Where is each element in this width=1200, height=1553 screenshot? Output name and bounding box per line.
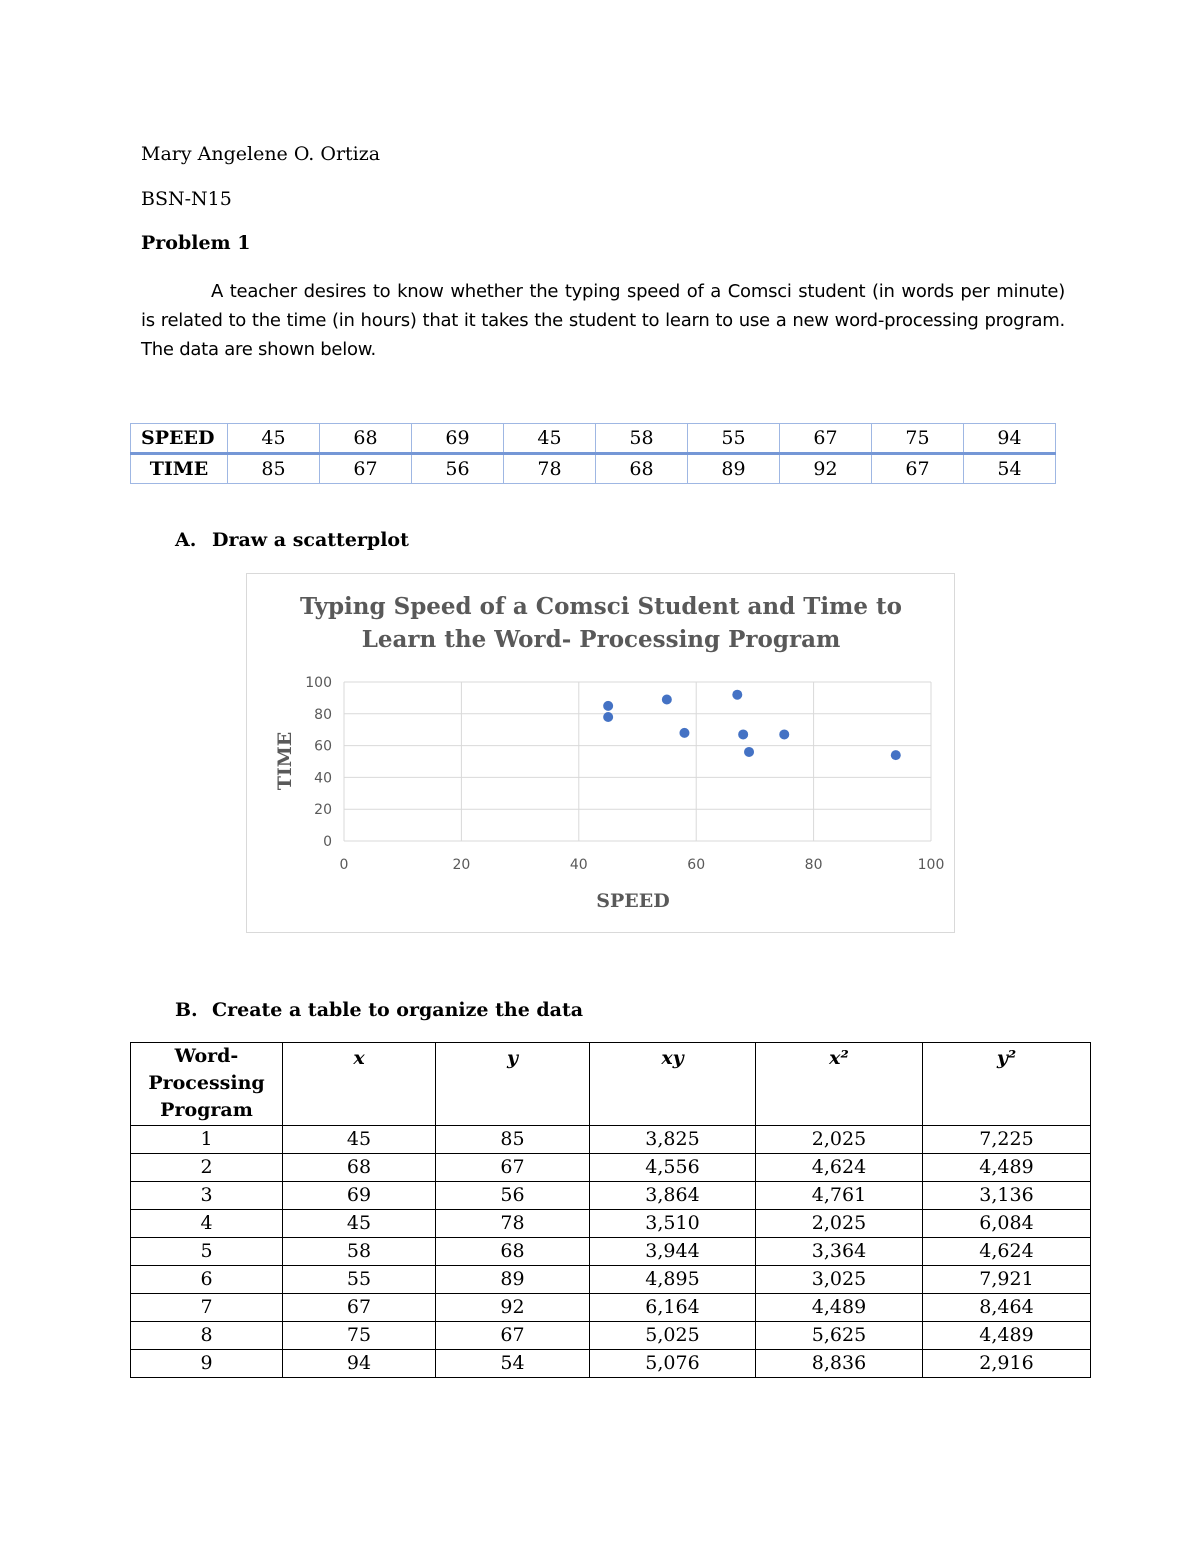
computation-cell: 4,895: [590, 1266, 756, 1294]
computation-cell: 69: [283, 1182, 436, 1210]
scatter-point: [744, 747, 754, 757]
chart-title-line-2: Learn the Word- Processing Program: [361, 626, 841, 653]
data-cell: 69: [412, 424, 504, 454]
computation-cell: 7,225: [923, 1126, 1091, 1154]
computation-cell: 94: [283, 1350, 436, 1378]
computation-cell: 4: [131, 1210, 283, 1238]
computation-row: [131, 1294, 1091, 1322]
data-cell: 89: [688, 454, 780, 484]
data-cell: 45: [228, 424, 320, 454]
computation-row: [131, 1238, 1091, 1266]
data-cell: 54: [964, 454, 1056, 484]
computation-row: [131, 1182, 1091, 1210]
x-axis-title: SPEED: [596, 890, 670, 912]
computation-table: [130, 1042, 1091, 1378]
computation-header-cell: x: [283, 1043, 436, 1126]
data-cell: 78: [504, 454, 596, 484]
chart-tick-labels: [305, 675, 944, 873]
problem-description: A teacher desires to know whether the typing speed of a Comsci student (in words per minute) is related to the time (in hours) that it takes the student to learn to use a new word-processing program. The data are shown below.: [141, 281, 1065, 360]
computation-cell: 7: [131, 1294, 283, 1322]
computation-cell: 54: [436, 1350, 590, 1378]
computation-row: [131, 1210, 1091, 1238]
section-a-text: Draw a scatterplot: [212, 529, 409, 551]
x-tick-label: 40: [569, 857, 588, 873]
computation-cell: 8,836: [756, 1350, 923, 1378]
computation-cell: 8,464: [923, 1294, 1091, 1322]
computation-cell: 2: [131, 1154, 283, 1182]
computation-row: [131, 1322, 1091, 1350]
computation-cell: 58: [283, 1238, 436, 1266]
course-code: BSN-N15: [141, 188, 232, 210]
y-tick-label: 100: [305, 675, 332, 691]
computation-cell: 68: [436, 1238, 590, 1266]
scatter-point: [679, 728, 689, 738]
scatterplot-chart: [246, 573, 955, 933]
computation-cell: 3,825: [590, 1126, 756, 1154]
computation-cell: 6: [131, 1266, 283, 1294]
computation-cell: 6,084: [923, 1210, 1091, 1238]
computation-cell: 4,556: [590, 1154, 756, 1182]
computation-cell: 68: [283, 1154, 436, 1182]
computation-cell: 4,489: [923, 1154, 1091, 1182]
data-row-speed: [131, 424, 1056, 454]
computation-cell: 3,136: [923, 1182, 1091, 1210]
x-tick-label: 60: [687, 857, 706, 873]
chart-gridlines: [344, 682, 931, 841]
data-cell: 92: [780, 454, 872, 484]
data-cell: 56: [412, 454, 504, 484]
y-tick-label: 60: [314, 738, 332, 755]
data-cell: 67: [872, 454, 964, 484]
data-row-label: SPEED: [131, 424, 228, 454]
data-cell: 58: [596, 424, 688, 454]
computation-cell: 85: [436, 1126, 590, 1154]
y-tick-label: 20: [314, 802, 332, 819]
computation-cell: 67: [283, 1294, 436, 1322]
computation-header-cell: x²: [756, 1043, 923, 1126]
computation-cell: 5,076: [590, 1350, 756, 1378]
problem-heading: Problem 1: [141, 232, 251, 254]
section-b-heading: [175, 999, 583, 1021]
computation-header-cell: Word- Processing Program: [131, 1043, 283, 1126]
speed-time-data-table: [130, 423, 1056, 484]
data-cell: 67: [780, 424, 872, 454]
computation-cell: 9: [131, 1350, 283, 1378]
computation-cell: 56: [436, 1182, 590, 1210]
data-cell: 55: [688, 424, 780, 454]
computation-cell: 67: [436, 1154, 590, 1182]
computation-cell: 55: [283, 1266, 436, 1294]
computation-cell: 4,489: [756, 1294, 923, 1322]
data-cell: 75: [872, 424, 964, 454]
y-tick-label: 80: [314, 706, 332, 723]
computation-row: [131, 1266, 1091, 1294]
computation-cell: 3,510: [590, 1210, 756, 1238]
x-tick-label: 100: [917, 857, 945, 873]
data-row-time: [131, 454, 1056, 484]
computation-cell: 2,025: [756, 1126, 923, 1154]
computation-cell: 78: [436, 1210, 590, 1238]
data-cell: 94: [964, 424, 1056, 454]
scatter-point: [603, 701, 613, 711]
scatter-point: [891, 750, 901, 760]
computation-header-row: [131, 1043, 1091, 1126]
x-tick-label: 20: [452, 857, 471, 873]
x-tick-label: 80: [804, 857, 823, 873]
data-cell: 68: [320, 424, 412, 454]
computation-header-cell: y: [436, 1043, 590, 1126]
computation-cell: 3,364: [756, 1238, 923, 1266]
computation-cell: 5: [131, 1238, 283, 1266]
section-a-heading: [175, 529, 409, 551]
computation-cell: 1: [131, 1126, 283, 1154]
section-b-text: Create a table to organize the data: [212, 999, 584, 1021]
scatter-point: [779, 729, 789, 739]
computation-cell: 45: [283, 1126, 436, 1154]
data-row-label: TIME: [131, 454, 228, 484]
computation-cell: 4,489: [923, 1322, 1091, 1350]
chart-data-points: [603, 690, 901, 760]
computation-cell: 3,864: [590, 1182, 756, 1210]
chart-title-line-1: Typing Speed of a Comsci Student and Time to: [300, 593, 902, 620]
data-cell: 67: [320, 454, 412, 484]
data-cell: 85: [228, 454, 320, 484]
computation-cell: 45: [283, 1210, 436, 1238]
scatter-point: [603, 712, 613, 722]
computation-cell: 3,025: [756, 1266, 923, 1294]
computation-cell: 8: [131, 1322, 283, 1350]
scatter-point: [738, 729, 748, 739]
computation-cell: 4,624: [923, 1238, 1091, 1266]
author-name: Mary Angelene O. Ortiza: [141, 143, 381, 165]
computation-cell: 5,625: [756, 1322, 923, 1350]
computation-cell: 67: [436, 1322, 590, 1350]
computation-cell: 6,164: [590, 1294, 756, 1322]
computation-header-cell: y²: [923, 1043, 1091, 1126]
scatter-point: [662, 694, 672, 704]
section-b-letter: B.: [175, 999, 198, 1021]
computation-cell: 4,624: [756, 1154, 923, 1182]
computation-cell: 89: [436, 1266, 590, 1294]
computation-cell: 75: [283, 1322, 436, 1350]
y-axis-title: TIME: [274, 731, 296, 791]
computation-row: [131, 1126, 1091, 1154]
computation-cell: 5,025: [590, 1322, 756, 1350]
computation-cell: 92: [436, 1294, 590, 1322]
computation-cell: 3,944: [590, 1238, 756, 1266]
computation-cell: 7,921: [923, 1266, 1091, 1294]
scatterplot-svg: [247, 574, 954, 932]
data-cell: 45: [504, 424, 596, 454]
scatter-point: [732, 690, 742, 700]
computation-header-cell: xy: [590, 1043, 756, 1126]
section-a-letter: A.: [175, 529, 197, 551]
y-tick-label: 40: [314, 770, 332, 787]
x-tick-label: 0: [339, 857, 349, 873]
y-tick-label: 0: [323, 834, 332, 850]
computation-cell: 4,761: [756, 1182, 923, 1210]
computation-cell: 2,025: [756, 1210, 923, 1238]
computation-cell: 2,916: [923, 1350, 1091, 1378]
data-cell: 68: [596, 454, 688, 484]
computation-cell: 3: [131, 1182, 283, 1210]
computation-row: [131, 1350, 1091, 1378]
computation-row: [131, 1154, 1091, 1182]
